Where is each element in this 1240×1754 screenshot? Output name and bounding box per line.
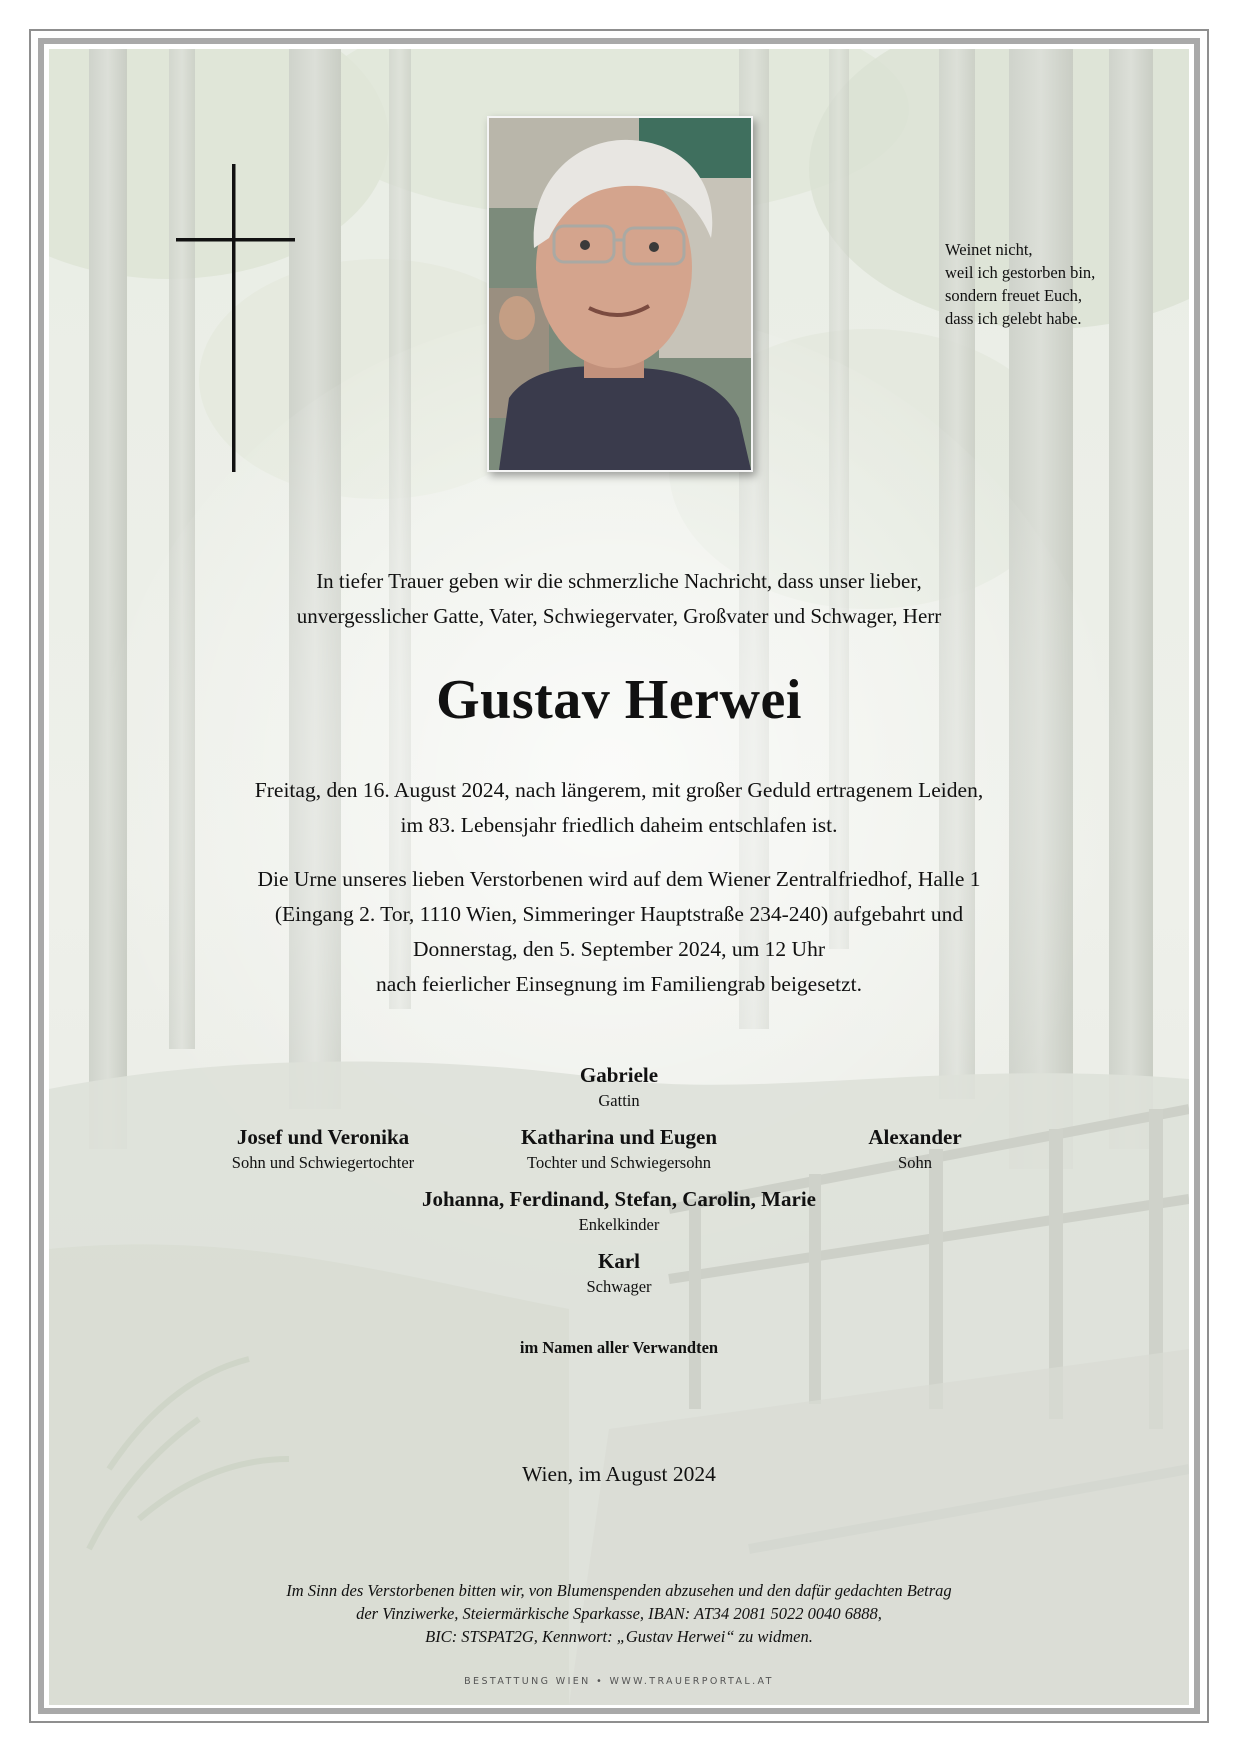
place-date: Wien, im August 2024 (522, 1462, 716, 1486)
deceased-name: Gustav Herwei (436, 669, 802, 731)
mourner-name: Gabriele (579, 1063, 659, 1087)
mourner-grandchildren (289, 1184, 949, 1236)
quote-line: dass ich gelebt habe. (945, 309, 1082, 328)
donation-line: Im Sinn des Verstorbenen bitten wir, von Blumenspenden abzusehen und den dafür gedachten Betrag (286, 1581, 952, 1600)
mourner-relation: Sohn und Schwiegertochter (231, 1153, 415, 1172)
on-behalf-text: im Namen aller Verwandten (519, 1338, 719, 1357)
quote-line: Weinet nicht, (945, 240, 1033, 259)
mourner-relation: Schwager (586, 1277, 652, 1296)
quote (945, 238, 1095, 330)
mourner-wife (389, 1060, 849, 1112)
intro-line: unvergesslicher Gatte, Vater, Schwiegervater, Großvater und Schwager, Herr (296, 604, 942, 628)
intro-line: In tiefer Trauer geben wir die schmerzliche Nachricht, dass unser lieber, (316, 569, 922, 593)
mourner-name: Karl (598, 1249, 640, 1273)
funeral-line: (Eingang 2. Tor, 1110 Wien, Simmeringer Hauptstraße 234-240) aufgebahrt und (274, 902, 964, 926)
mourner-relation: Sohn (898, 1153, 932, 1172)
mourner-relation: Enkelkinder (578, 1215, 660, 1234)
donation-line: der Vinziwerke, Steiermärkische Sparkasse, IBAN: AT34 2081 5022 0040 6888, (356, 1604, 882, 1623)
portrait-photo (487, 116, 753, 472)
quote-line: sondern freuet Euch, (945, 286, 1082, 305)
mourner-son2 (685, 1122, 1145, 1174)
passing-line: im 83. Lebensjahr friedlich daheim entschlafen ist. (400, 813, 838, 837)
passing-line: Freitag, den 16. August 2024, nach längerem, mit großer Geduld ertragenem Leiden, (254, 778, 984, 802)
footer-credit: BESTATTUNG WIEN • WWW.TRAUERPORTAL.AT (464, 1676, 774, 1687)
mourner-brother-in-law (389, 1246, 849, 1298)
quote-line: weil ich gestorben bin, (945, 263, 1096, 282)
mourner-relation: Gattin (598, 1091, 640, 1110)
mourner-name: Johanna, Ferdinand, Stefan, Carolin, Marie (422, 1187, 816, 1211)
mourner-name: Alexander (868, 1125, 962, 1149)
mourner-relation: Tochter und Schwiegersohn (527, 1153, 711, 1172)
funeral-text (49, 862, 1189, 1002)
passing-text (49, 773, 1189, 843)
mourner-name: Katharina und Eugen (520, 1125, 718, 1149)
donation-note (49, 1579, 1189, 1648)
funeral-line: Die Urne unseres lieben Verstorbenen wird auf dem Wiener Zentralfriedhof, Halle 1 (257, 867, 981, 891)
cross-icon (176, 164, 296, 474)
funeral-line: nach feierlicher Einsegnung im Familiengrab beigesetzt. (376, 972, 862, 996)
funeral-line: Donnerstag, den 5. September 2024, um 12 Uhr (412, 937, 825, 961)
mourner-name: Josef und Veronika (236, 1125, 410, 1149)
intro-text (49, 564, 1189, 634)
donation-line: BIC: STSPAT2G, Kennwort: „Gustav Herwei“ zu widmen. (425, 1627, 813, 1646)
